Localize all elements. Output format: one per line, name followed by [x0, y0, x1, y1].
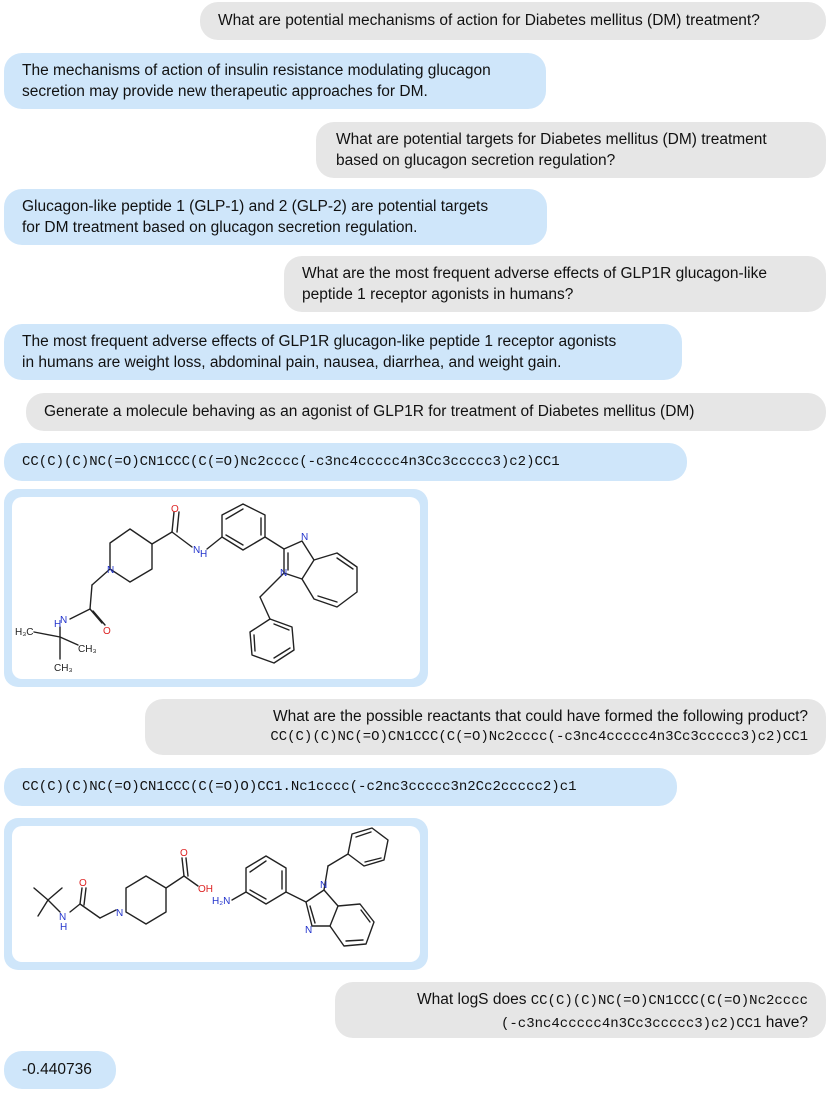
- message-line: [345, 989, 808, 1012]
- message-text: peptide 1 receptor agonists in humans?: [302, 286, 574, 303]
- bond: [80, 888, 82, 904]
- bond: [90, 585, 92, 609]
- nitrogen-label: N: [60, 615, 68, 626]
- smiles-string: CC(C)(C)NC(=O)CN1CCC(C(=O)Nc2cccc: [530, 993, 808, 1009]
- smiles-string: CC(C)(C)NC(=O)CN1CCC(C(=O)O)CC1.Nc1cccc(-c2nc3ccccc3n2Cc2ccccc2)c1: [22, 779, 577, 795]
- piperidine-ring: [126, 876, 166, 924]
- reactants-image-frame: [4, 818, 428, 970]
- bond: [226, 509, 243, 519]
- assistant-message-2: [4, 53, 546, 109]
- user-message-13: [335, 982, 826, 1038]
- molecule-structure: [12, 497, 420, 679]
- bond: [265, 537, 284, 549]
- assistant-message-14: [4, 1051, 116, 1089]
- message-text: What are potential targets for Diabetes mellitus (DM) treatment: [336, 131, 767, 148]
- message-text: -0.440736: [22, 1061, 92, 1078]
- message-text: What logS does: [417, 991, 531, 1008]
- piperidine-ring: [110, 529, 152, 582]
- bond: [70, 904, 80, 912]
- methyl-label: H₃C: [15, 627, 34, 638]
- hydrogen-label: H: [54, 619, 62, 630]
- molecule-image-frame: [4, 489, 428, 687]
- message-text: for DM treatment based on glucagon secretion regulation.: [22, 219, 418, 236]
- message-text: What are the possible reactants that could have formed the following product?: [272, 708, 808, 725]
- aniline-ring: [246, 856, 286, 904]
- oxygen-label: O: [103, 626, 111, 637]
- bond: [38, 900, 48, 916]
- bond: [166, 876, 184, 888]
- smiles-string: CC(C)(C)NC(=O)CN1CCC(C(=O)Nc2cccc(-c3nc4ccccc4n3Cc3ccccc3)c2)CC1: [22, 454, 560, 470]
- bond: [260, 597, 270, 619]
- message-text: The mechanisms of action of insulin resistance modulating glucagon: [22, 62, 491, 79]
- bond: [93, 611, 105, 625]
- bond: [286, 892, 306, 902]
- user-message-3: [316, 122, 826, 178]
- reactants-structure: [12, 826, 420, 962]
- bond: [172, 512, 174, 532]
- message-text: based on glucagon secretion regulation?: [336, 152, 616, 169]
- bond: [250, 861, 266, 872]
- message-text: The most frequent adverse effects of GLP1R glucagon-like peptide 1 receptor agonists: [22, 333, 617, 350]
- bond: [34, 632, 60, 637]
- nitrogen-label: N: [59, 912, 67, 923]
- bond: [207, 537, 222, 549]
- methyl-label: CH₃: [54, 663, 73, 674]
- bond: [184, 876, 198, 886]
- message-text: What are potential mechanisms of action for Diabetes mellitus (DM) treatment?: [218, 12, 760, 29]
- bond: [346, 940, 363, 941]
- bond: [186, 858, 188, 876]
- phenyl-ring-1: [222, 504, 265, 550]
- message-text: have?: [761, 1014, 808, 1031]
- hydrogen-label: H: [200, 549, 208, 560]
- assistant-message-11: [4, 768, 677, 806]
- bond: [226, 535, 243, 545]
- bond: [60, 637, 78, 645]
- oxygen-label: O: [79, 878, 87, 889]
- bond: [100, 910, 116, 918]
- molecule-image: [12, 497, 420, 679]
- bond: [274, 648, 290, 658]
- user-message-5: [284, 256, 826, 312]
- hydrogen-label: H: [60, 922, 68, 933]
- bond: [177, 512, 179, 532]
- nitrogen-label: N: [116, 908, 124, 919]
- bond: [172, 532, 192, 547]
- message-line: [345, 1012, 808, 1035]
- bond: [250, 890, 266, 899]
- hydroxyl-label: OH: [198, 884, 213, 895]
- bond: [254, 635, 255, 651]
- phenyl-ring-2: [250, 619, 294, 663]
- message-text: secretion may provide new therapeutic approaches for DM.: [22, 83, 428, 100]
- smiles-string: (-c3nc4ccccc4n3Cc3ccccc3)c2)CC1: [501, 1016, 762, 1032]
- bond: [84, 888, 86, 905]
- reactants-image: [12, 826, 420, 962]
- oxygen-label: O: [171, 504, 179, 515]
- nitrogen-label: N: [107, 565, 115, 576]
- bond: [337, 558, 353, 569]
- bond: [152, 532, 172, 544]
- bond: [232, 892, 246, 900]
- user-message-10: [145, 699, 826, 755]
- bond: [34, 888, 48, 900]
- oxygen-label: O: [180, 848, 188, 859]
- nitrogen-label: N: [301, 532, 309, 543]
- bond: [182, 858, 184, 876]
- methyl-label: CH₃: [78, 644, 97, 655]
- message-text: in humans are weight loss, abdominal pain, nausea, diarrhea, and weight gain.: [22, 354, 562, 371]
- nitrogen-label: N: [305, 925, 313, 936]
- assistant-message-8: [4, 443, 687, 481]
- message-text: Glucagon-like peptide 1 (GLP-1) and 2 (GLP-2) are potential targets: [22, 198, 489, 215]
- nitrogen-label: N: [320, 880, 328, 891]
- message-text: Generate a molecule behaving as an agonist of GLP1R for treatment of Diabetes mellitus (DM): [44, 403, 695, 420]
- amine-label: H₂N: [212, 896, 231, 907]
- bond: [80, 904, 100, 918]
- smiles-string: CC(C)(C)NC(=O)CN1CCC(C(=O)Nc2cccc(-c3nc4ccccc4n3Cc3ccccc3)c2)CC1: [270, 729, 808, 745]
- bond: [70, 609, 90, 619]
- assistant-message-4: [4, 189, 547, 245]
- bond: [48, 900, 60, 912]
- message-text: What are the most frequent adverse effects of GLP1R glucagon-like: [302, 265, 767, 282]
- bond: [328, 854, 348, 866]
- assistant-message-6: [4, 324, 682, 380]
- nitrogen-label: N: [280, 568, 288, 579]
- bond: [48, 888, 62, 900]
- user-message-1: [200, 2, 826, 40]
- user-message-7: [26, 393, 826, 431]
- bond: [90, 609, 102, 623]
- nitrogen-label: N: [193, 545, 201, 556]
